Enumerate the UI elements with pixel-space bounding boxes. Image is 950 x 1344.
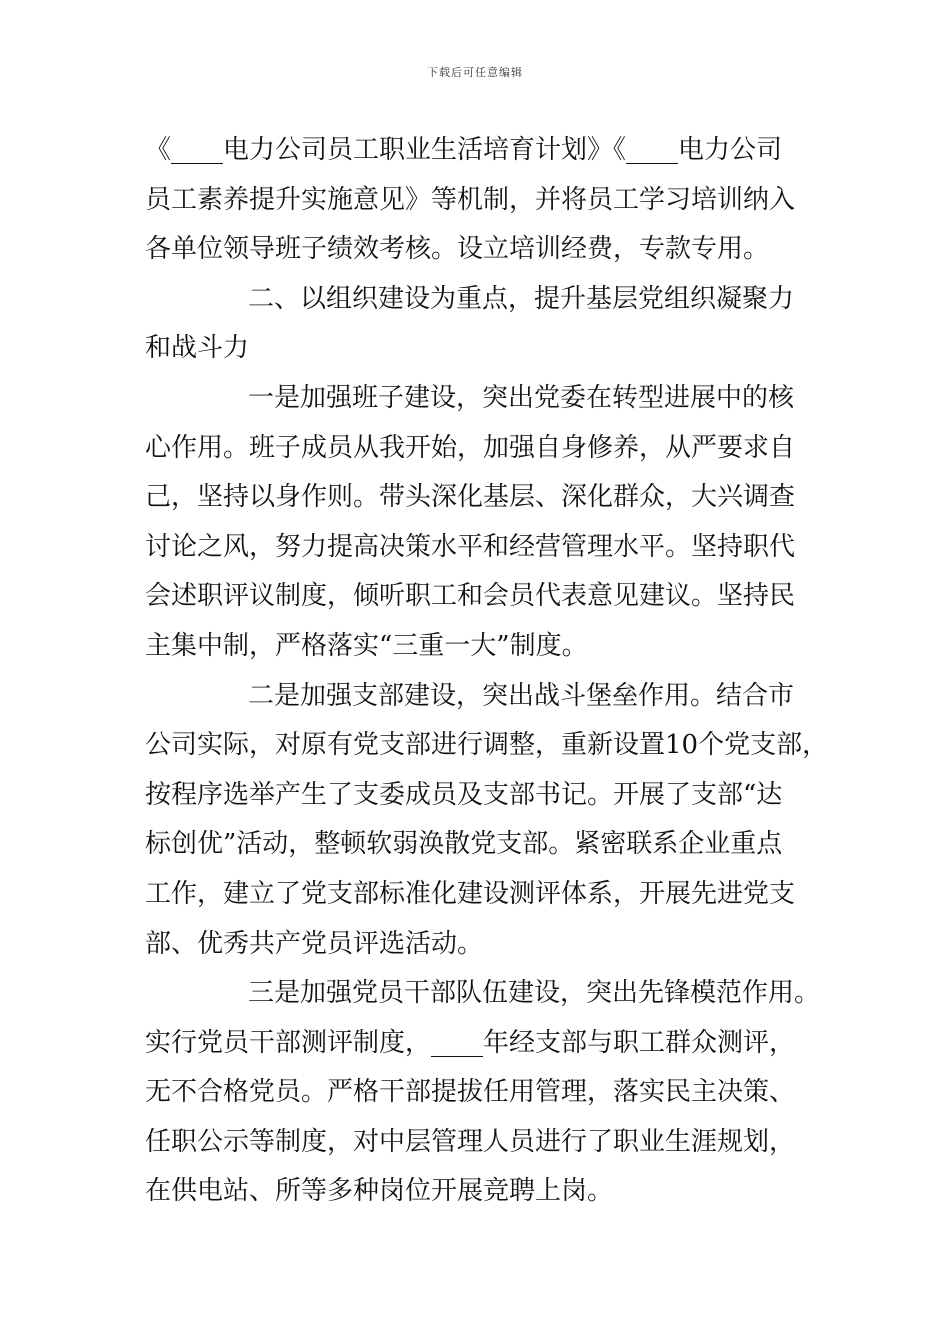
paragraph-start: 三是加强党员干部队伍建设，突出先锋模范作用。 [248,978,821,1009]
section-heading-continuation: 和战斗力 [145,333,250,364]
text-line: 心作用。班子成员从我开始，加强自身修养，从严要求自 [145,432,796,463]
text-line: 各单位领导班子绩效考核。设立培训经费，专款专用。 [145,234,770,265]
text-line: 在供电站、所等多种岗位开展竞聘上岗。 [145,1176,614,1207]
text-line: 按程序选举产生了支委成员及支部书记。开展了支部“达 [145,779,783,810]
text-line: 实行党员干部测评制度，____年经支部与职工群众测评， [145,1027,796,1058]
text-line: 《____电力公司员工职业生活培育计划》《____电力公司 [145,135,783,165]
text-line: 员工素养提升实施意见》等机制，并将员工学习培训纳入 [145,184,796,215]
document-body [145,126,829,1217]
text-line: 工作，建立了党支部标准化建设测评体系，开展先进党支 [145,878,796,909]
text-line: 无不合格党员。严格干部提拔任用管理，落实民主决策、 [145,1077,796,1108]
text-line: 主集中制，严格落实“三重一大”制度。 [145,630,588,661]
text-line: 己，坚持以身作则。带头深化基层、深化群众，大兴调查 [145,482,796,513]
text-line: 讨论之风，努力提高决策水平和经营管理水平。坚持职代 [145,531,796,562]
text-line: 任职公示等制度，对中层管理人员进行了职业生涯规划， [145,1126,796,1157]
section-heading: 二、以组织建设为重点，提升基层党组织凝聚力 [248,283,795,314]
page-header: 下载后可任意编辑 [427,66,523,79]
paragraph-start: 一是加强班子建设，突出党委在转型进展中的核 [248,382,795,413]
text-line: 标创优”活动，整顿软弱涣散党支部。紧密联系企业重点 [145,829,783,860]
text-line: 公司实际，对原有党支部进行调整，重新设置10个党支部， [145,730,829,761]
paragraph-start: 二是加强支部建设，突出战斗堡垒作用。结合市 [248,680,795,711]
text-line: 会述职评议制度，倾听职工和会员代表意见建议。坚持民 [145,581,796,612]
text-line: 部、优秀共产党员评选活动。 [145,928,484,959]
